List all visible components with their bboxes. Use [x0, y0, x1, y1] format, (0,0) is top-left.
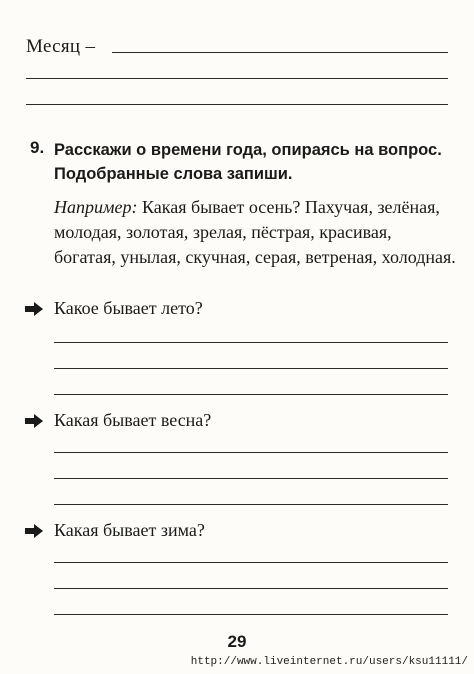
month-writing-line[interactable] [26, 78, 448, 79]
example-paragraph [54, 195, 456, 270]
answer-line[interactable] [54, 562, 448, 563]
example-text: Какая бывает осень? Пахучая, зелёная, молодая, золотая, зрелая, пёстрая, красивая, богатая, унылая, скучная, серая, ветреная, холодная. [54, 197, 456, 267]
arrow-right-icon [24, 523, 44, 539]
question-text: Какая бывает зима? [54, 520, 205, 540]
task-number: 9. [30, 138, 45, 157]
month-label: Месяц – [26, 36, 96, 57]
month-writing-line[interactable] [26, 104, 448, 105]
example-lead: Например: [54, 197, 138, 217]
answer-line[interactable] [54, 588, 448, 589]
question-text: Какая бывает весна? [54, 410, 212, 430]
answer-line[interactable] [54, 342, 448, 343]
month-writing-line[interactable] [112, 52, 448, 53]
page-number: 29 [227, 632, 247, 651]
arrow-right-icon [24, 301, 44, 317]
question-text: Какое бывает лето? [54, 298, 203, 318]
answer-line[interactable] [54, 614, 448, 615]
answer-line[interactable] [54, 504, 448, 505]
arrow-right-icon [24, 413, 44, 429]
answer-line[interactable] [54, 452, 448, 453]
answer-line[interactable] [54, 368, 448, 369]
month-row [26, 36, 450, 60]
watermark-url[interactable]: http://www.liveinternet.ru/users/ksu11111/ [190, 656, 468, 668]
task-instruction: Расскажи о времени года, опираясь на вопрос. Подобранные слова запиши. [54, 141, 442, 183]
answer-line[interactable] [54, 478, 448, 479]
answer-line[interactable] [54, 394, 448, 395]
